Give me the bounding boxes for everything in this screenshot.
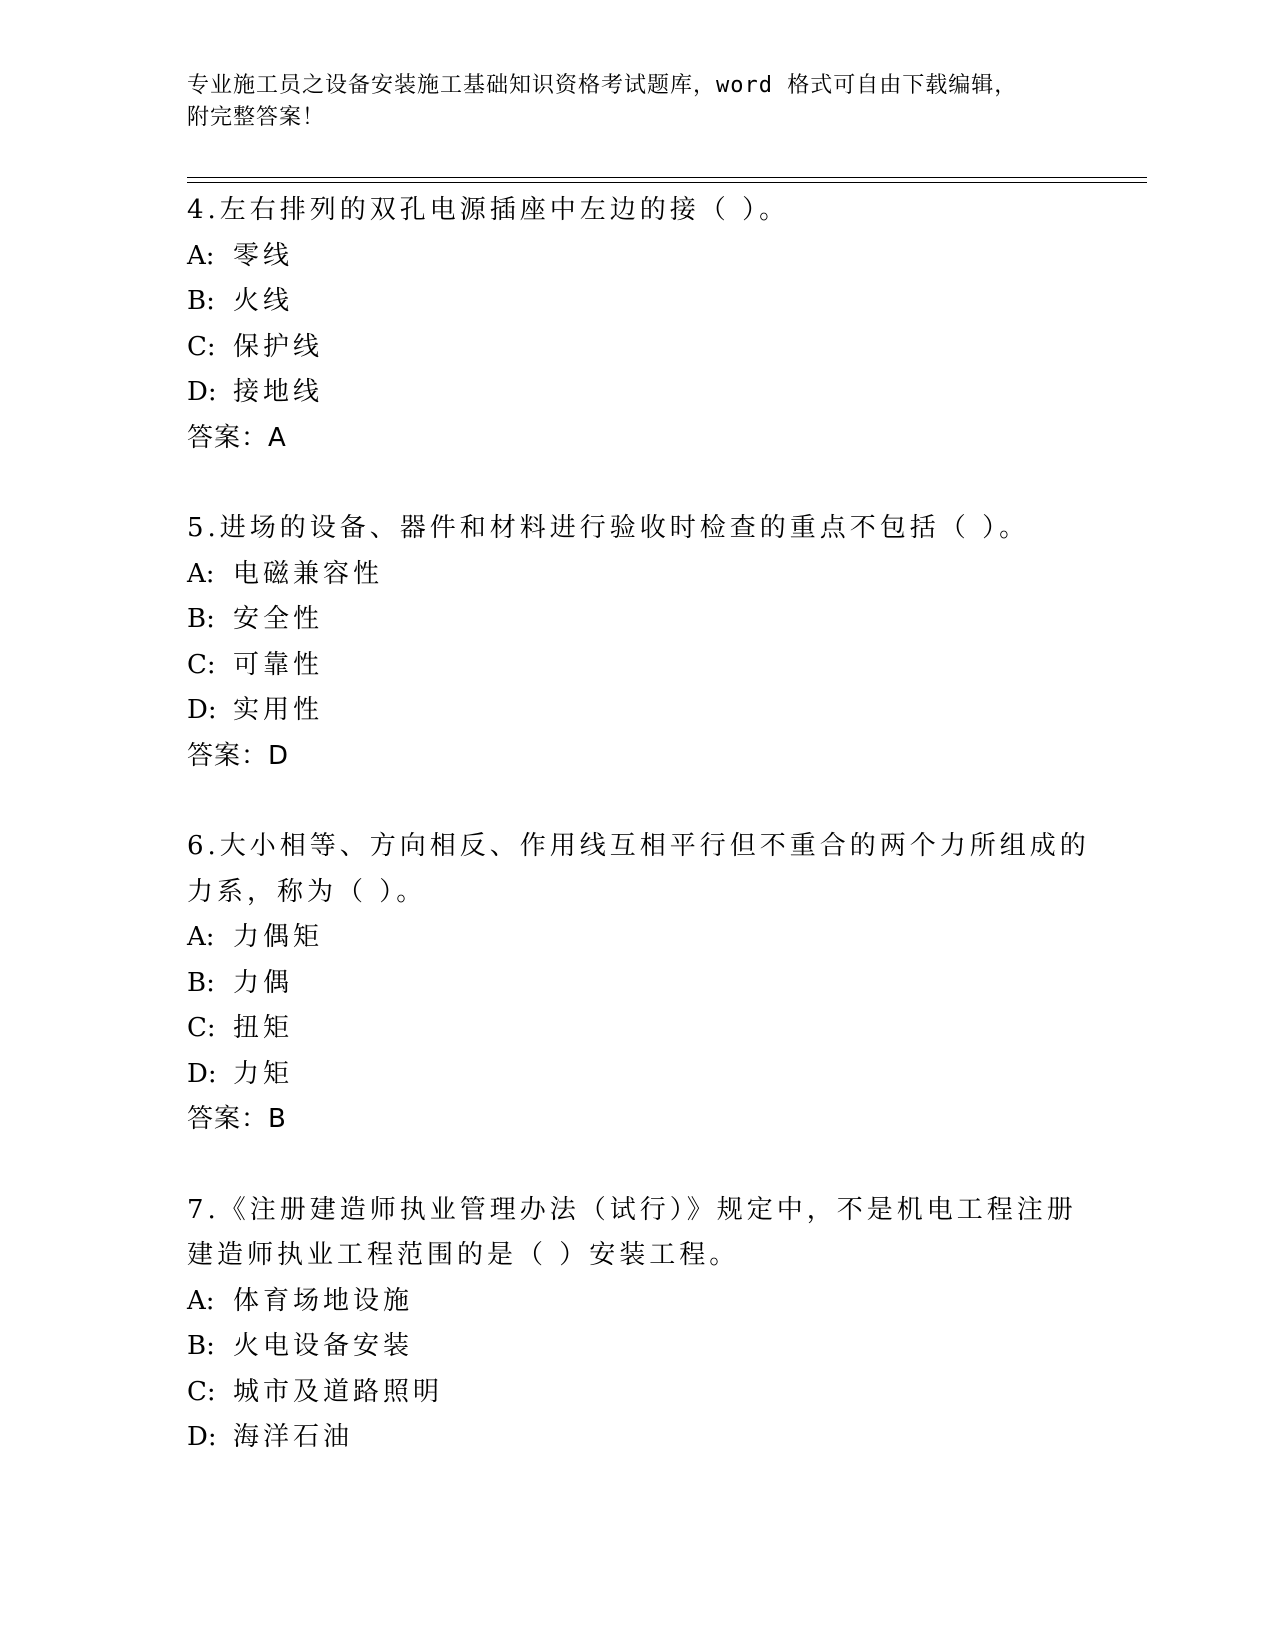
option-text: 电磁兼容性 [233,558,384,589]
question-item [187,1188,1087,1461]
option-letter: D: [187,377,217,407]
option-letter: C: [187,649,216,680]
option-letter: C: [187,1013,216,1043]
answer-line: 答案：B [187,1104,287,1134]
option-text: 海洋石油 [233,1422,354,1452]
option-c [187,643,1087,689]
header-line-2: 附完整答案！ [187,105,326,130]
option-a [187,552,1087,598]
question-stem-continued: 力系，称为（ ）。 [187,876,427,907]
option-letter: B: [187,286,215,316]
option-c [187,1006,1087,1052]
option-letter: C: [187,1376,216,1407]
option-text: 体育场地设施 [233,1285,414,1316]
option-text: 接地线 [233,377,324,407]
option-d [187,1052,1087,1098]
option-d [187,370,1087,416]
option-a [187,234,1087,280]
option-letter: D: [187,1058,217,1089]
option-b [187,279,1087,325]
header-rule-top [187,177,1147,178]
question-item [187,824,1090,1143]
option-d [187,688,1087,734]
option-letter: A: [187,558,215,589]
option-text: 零线 [233,240,294,271]
option-letter: B: [187,967,215,998]
question-list [187,188,1090,1506]
question-stem: 5.进场的设备、器件和材料进行验收时检查的重点不包括（ ）。 [187,513,1030,543]
document-header [187,70,1087,134]
option-text: 火线 [233,286,294,316]
option-text: 扭矩 [233,1013,294,1043]
option-b [187,597,1087,643]
question-stem-continued: 建造师执业工程范围的是（ ）安装工程。 [187,1240,740,1270]
option-letter: D: [187,1422,217,1452]
question-stem: 6.大小相等、方向相反、作用线互相平行但不重合的两个力所组成的 [187,831,1090,861]
question-item [187,506,1087,779]
question-stem: 7.《注册建造师执业管理办法（试行）》规定中，不是机电工程注册 [187,1194,1077,1225]
option-letter: D: [187,695,217,725]
option-text: 力矩 [233,1058,294,1089]
option-text: 实用性 [233,695,324,725]
option-letter: B: [187,604,215,634]
answer-line: 答案：D [187,740,290,771]
option-letter: A: [187,922,215,952]
option-d [187,1415,1087,1461]
option-text: 力偶 [233,967,294,998]
question-item [187,188,1087,461]
option-a [187,915,1087,961]
answer-line: 答案：A [187,422,287,453]
option-letter: B: [187,1331,215,1361]
option-letter: C: [187,331,216,362]
option-letter: A: [187,240,215,271]
header-rule-bottom [187,182,1147,183]
option-letter: A: [187,1285,215,1316]
option-text: 可靠性 [233,649,324,680]
option-c [187,1370,1087,1416]
header-line-1: 专业施工员之设备安装施工基础知识资格考试题库，word 格式可自由下载编辑， [187,73,1018,98]
option-a [187,1279,1087,1325]
option-c [187,325,1087,371]
question-stem: 4.左右排列的双孔电源插座中左边的接（ ）。 [187,195,790,225]
option-text: 保护线 [233,331,324,362]
option-b [187,961,1087,1007]
option-text: 火电设备安装 [233,1331,414,1361]
option-b [187,1324,1087,1370]
option-text: 力偶矩 [233,922,324,952]
option-text: 城市及道路照明 [233,1376,444,1407]
option-text: 安全性 [233,604,324,634]
